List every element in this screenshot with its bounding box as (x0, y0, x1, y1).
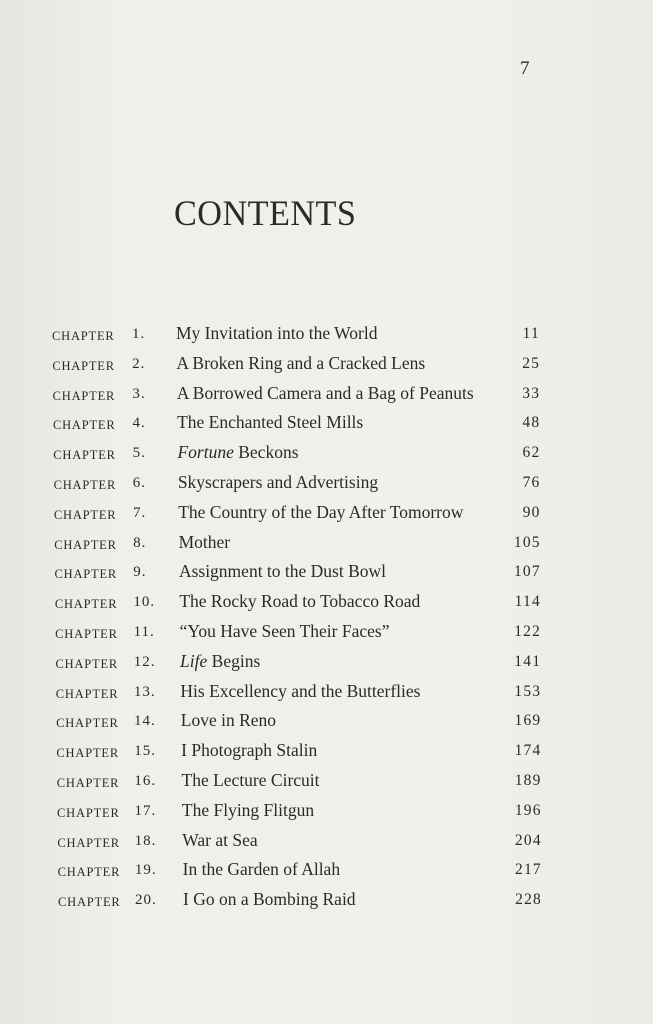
chapter-title (177, 412, 363, 433)
page-number: 7 (520, 58, 530, 79)
toc-entry (0, 469, 653, 495)
chapter-title-text: Beckons (233, 442, 299, 463)
chapter-title (176, 353, 425, 374)
toc-entry (0, 558, 653, 584)
chapter-number: 2. (132, 355, 146, 372)
chapter-page-number: 90 (522, 503, 541, 521)
chapter-label: CHAPTER (52, 388, 116, 403)
toc-entry (0, 588, 653, 614)
chapter-title (179, 561, 386, 582)
toc-entry (0, 856, 653, 882)
toc-entry (0, 767, 653, 793)
chapter-title-text: My Invitation into the World (176, 323, 378, 343)
chapter-number: 16. (134, 773, 157, 789)
chapter-page-number: 141 (514, 652, 542, 670)
chapter-number: 11. (133, 624, 155, 640)
chapter-title (182, 770, 320, 791)
chapter-title (180, 681, 420, 702)
chapter-title-text: A Broken Ring and a Cracked Lens (176, 352, 426, 373)
chapter-title (182, 800, 314, 821)
chapter-title (181, 710, 276, 731)
chapter-label: CHAPTER (56, 776, 120, 790)
chapter-number: 17. (134, 802, 157, 819)
chapter-page-number: 153 (514, 682, 542, 700)
chapter-title-text: The Lecture Circuit (181, 770, 320, 790)
toc-entry (0, 320, 653, 346)
chapter-title-text: The Country of the Day After Tomorrow (178, 501, 464, 522)
chapter-page-number: 122 (514, 623, 542, 640)
toc-entry (0, 737, 653, 763)
chapter-title-text: A Borrowed Camera and a Bag of Peanuts (176, 382, 474, 403)
chapter-title-text: The Flying Flitgun (181, 799, 315, 820)
chapter-title (180, 651, 260, 672)
toc-entry (0, 827, 653, 853)
chapter-title-text: Love in Reno (180, 710, 277, 731)
chapter-title (177, 442, 298, 463)
chapter-label: CHAPTER (52, 329, 115, 343)
chapter-title (181, 740, 317, 761)
toc-entry (0, 529, 653, 555)
chapter-title-text: The Rocky Road to Tobacco Road (179, 591, 421, 612)
chapter-number: 15. (134, 743, 156, 760)
chapter-page-number: 107 (513, 563, 541, 581)
chapter-number: 3. (132, 385, 146, 402)
toc-entry (0, 499, 653, 525)
chapter-number: 5. (132, 445, 146, 462)
chapter-title-italic: Fortune (177, 442, 234, 463)
toc-entry (0, 409, 653, 435)
chapter-title (180, 621, 390, 642)
chapter-title-text: Skyscrapers and Advertising (177, 472, 379, 492)
chapter-page-number: 189 (514, 772, 542, 789)
chapter-title-text: Mother (178, 531, 231, 552)
chapter-title-text: In the Garden of Allah (182, 859, 341, 880)
chapter-title (178, 502, 463, 523)
chapter-label: CHAPTER (56, 716, 119, 731)
chapter-page-number: 204 (514, 831, 542, 849)
toc-entry (0, 648, 653, 674)
chapter-title-text: I Go on a Bombing Raid (183, 889, 356, 910)
chapter-title-text: The Enchanted Steel Mills (177, 412, 364, 433)
chapter-label: CHAPTER (55, 686, 119, 701)
chapter-label: CHAPTER (52, 418, 116, 433)
chapter-number: 10. (133, 594, 156, 611)
chapter-number: 20. (135, 892, 157, 909)
chapter-page-number: 217 (515, 861, 542, 879)
toc-entry (0, 380, 653, 406)
chapter-label: CHAPTER (53, 507, 117, 522)
chapter-title-text: Assignment to the Dust Bowl (178, 561, 387, 582)
chapter-label: CHAPTER (53, 478, 117, 492)
chapter-title (178, 472, 378, 493)
chapter-number: 18. (134, 832, 157, 849)
chapter-label: CHAPTER (55, 656, 119, 671)
chapter-page-number: 105 (513, 533, 541, 551)
chapter-title-text: His Excellency and the Butterflies (180, 680, 421, 701)
toc-entry (0, 618, 653, 644)
chapter-label: CHAPTER (56, 746, 119, 761)
chapter-page-number: 196 (514, 801, 542, 819)
chapter-title-text: I Photograph Stalin (181, 740, 318, 761)
chapter-title (183, 859, 340, 880)
chapter-title-italic: Life (180, 650, 208, 671)
toc-entry (0, 707, 653, 733)
chapter-label: CHAPTER (57, 805, 120, 820)
chapter-title (182, 830, 257, 851)
chapter-page-number: 11 (522, 325, 540, 342)
contents-heading: CONTENTS (174, 193, 357, 233)
chapter-title (177, 383, 474, 404)
chapter-number: 12. (133, 653, 156, 670)
chapter-label: CHAPTER (57, 865, 121, 880)
chapter-title (183, 889, 356, 910)
chapter-number: 14. (134, 713, 156, 730)
chapter-label: CHAPTER (57, 835, 120, 850)
chapter-title (179, 591, 420, 612)
chapter-label: CHAPTER (58, 895, 121, 910)
toc-entry (0, 439, 653, 465)
chapter-page-number: 25 (522, 354, 541, 372)
chapter-number: 8. (133, 534, 147, 551)
chapter-page-number: 33 (522, 384, 541, 402)
chapter-title (179, 532, 231, 553)
chapter-page-number: 48 (522, 414, 541, 432)
chapter-page-number: 174 (514, 742, 542, 760)
chapter-number: 9. (133, 564, 147, 581)
chapter-page-number: 169 (514, 712, 542, 730)
chapter-title (176, 323, 377, 344)
chapter-page-number: 76 (522, 474, 541, 491)
chapter-page-number: 62 (522, 444, 541, 462)
chapter-number: 19. (134, 862, 157, 879)
toc-entry (0, 886, 653, 912)
chapter-number: 4. (132, 415, 146, 432)
toc-entry (0, 797, 653, 823)
toc-entry (0, 678, 653, 704)
chapter-title-text: War at Sea (182, 829, 258, 850)
chapter-page-number: 114 (514, 593, 541, 611)
toc-entry (0, 350, 653, 376)
chapter-label: CHAPTER (54, 537, 117, 552)
chapter-label: CHAPTER (54, 567, 118, 582)
chapter-number: 13. (133, 683, 156, 700)
chapter-title-text: “You Have Seen Their Faces” (179, 621, 390, 641)
chapter-number: 6. (132, 475, 147, 491)
chapter-title-text: Begins (207, 650, 261, 671)
chapter-page-number: 228 (515, 891, 542, 909)
chapter-label: CHAPTER (53, 448, 116, 463)
chapter-label: CHAPTER (55, 627, 118, 641)
chapter-number: 7. (132, 504, 147, 521)
chapter-label: CHAPTER (52, 358, 115, 373)
chapter-label: CHAPTER (54, 597, 118, 612)
chapter-number: 1. (132, 326, 146, 342)
